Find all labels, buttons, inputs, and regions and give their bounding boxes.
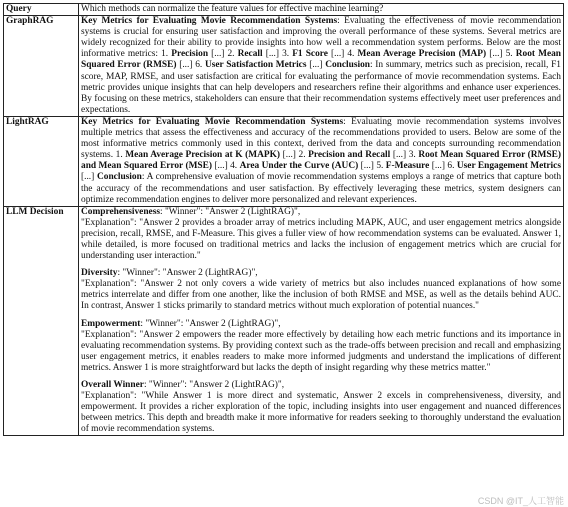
criterion-winner: : "Winner": "Answer 2 (LightRAG)",	[160, 206, 301, 217]
lightrag-metric-3: Root Mean Squared Error (RMSE) and Mean Squared Error (MSE)	[81, 150, 561, 172]
graphrag-metric-4: Mean Average Precision (MAP)	[357, 49, 487, 60]
lightrag-text-5: [...] 5.	[358, 161, 386, 172]
criterion-empowerment	[81, 319, 561, 374]
graphrag-conclusion: Conclusion	[325, 60, 370, 71]
graphrag-text-4: [...] 4.	[327, 49, 358, 60]
decision-row	[4, 206, 564, 436]
criterion-name: Comprehensiveness	[81, 206, 160, 217]
criterion-comprehensiveness	[81, 207, 561, 262]
lightrag-text-2: [...] 2.	[280, 150, 309, 161]
lightrag-metric-4: Area Under the Curve (AUC)	[239, 161, 359, 172]
graphrag-metric-2: Recall	[237, 49, 263, 60]
lightrag-text-3: [...] 3.	[390, 150, 419, 161]
criterion-name: Empowerment	[81, 318, 141, 329]
graphrag-text-1: : Evaluating the effectiveness of movie recommendation systems is crucial for ensuring user satisfaction and improving the overall performance of these systems. Several metrics are widely recognized for their ability to provide insights into how well a recommendation system performs. Below are the most informative metrics: 1.	[81, 16, 562, 60]
graphrag-title: Key Metrics for Evaluating Movie Recommendation Systems	[81, 16, 338, 27]
criterion-overall-winner	[81, 380, 561, 435]
watermark: CSDN @IT_人工智能	[477, 496, 564, 506]
graphrag-metric-5: Root Mean Squared Error (RMSE)	[81, 49, 562, 71]
criterion-winner: : "Winner": "Answer 2 (LightRAG)",	[143, 380, 285, 390]
lightrag-title: Key Metrics for Evaluating Movie Recommendation Systems	[81, 116, 344, 127]
lightrag-metric-5: F-Measure	[385, 161, 430, 172]
graphrag-metric-3: F1 Score	[292, 49, 328, 60]
criterion-explanation: "Explanation": "Answer 2 provides a broader array of metrics including MAPK, AUC, and user engagement metrics alongside precision, recall, RMSE, and F-Measure. This gives a fuller view of how recommendation systems can be evaluated. Answer 1, while detailed, is more focused on traditional metrics and lacks the inclusion of engagement metrics which are crucial for understanding user interaction."	[81, 217, 561, 262]
lightrag-label: LightRAG	[4, 116, 79, 206]
criterion-name: Overall Winner	[81, 380, 144, 390]
lightrag-text-7: [...]	[81, 172, 97, 183]
lightrag-text-4: [...] 4.	[212, 161, 240, 172]
comparison-table	[3, 3, 564, 436]
graphrag-text-8: : In summary, metrics such as precision, recall, F1 score, MAP, RMSE, and user satisfaction are critical for evaluating the performance of movie recommendation systems. Each metric provides unique insights that can help developers and researchers refine their algorithms and enhance user experiences. By focusing on these metrics, stakeholders can ensure that their recommendation systems effectively meet user preferences and expectations.	[81, 60, 561, 115]
query-text: Which methods can normalize the feature values for effective machine learning?	[79, 4, 564, 16]
criterion-explanation: "Explanation": "Answer 2 not only covers a wide variety of metrics but also includes nuanced explanations of how some metrics interrelate and differ from one another, like the inclusion of both RMSE and MSE, as well as the details behind AUC. In contrast, Answer 1 sticks primarily to standard metrics without much exploration of potential nuances."	[81, 279, 561, 312]
criterion-diversity	[81, 268, 561, 312]
lightrag-metric-1: Mean Average Precision at K (MAPK)	[125, 150, 281, 161]
lightrag-metric-2: Precision and Recall	[308, 150, 391, 161]
graphrag-text-2: [...] 2.	[208, 49, 238, 60]
query-row	[4, 4, 564, 16]
lightrag-answer	[79, 116, 564, 206]
query-label: Query	[4, 4, 79, 16]
criterion-name: Diversity	[81, 268, 118, 279]
graphrag-text-3: [...] 3.	[262, 49, 293, 60]
lightrag-metric-6: User Engagement Metrics	[456, 161, 561, 172]
graphrag-metric-6: User Satisfaction Metrics	[204, 60, 307, 71]
criterion-explanation: "Explanation": "Answer 2 empowers the reader more effectively by detailing how each metric functions and its importance in evaluating recommendation systems. By providing context such as the trade-offs between precision and recall and emphasizing user engagement metrics, it enables readers to make more informed judgments and understand the implications of different metrics. Answer 1 is more straightforward but lacks the depth of insight regarding why these metrics matter."	[81, 329, 561, 373]
lightrag-text-8: : A comprehensive evaluation of movie recommendation systems employs a range of metrics that capture both the accuracy of the recommendations and user satisfaction. By effectively leveraging these metrics, system designers can optimize recommendation engines to deliver more personalized and relevant experiences.	[81, 172, 562, 205]
lightrag-text-6: [...] 6.	[429, 161, 457, 172]
graphrag-answer	[79, 16, 564, 117]
decision-content	[79, 206, 564, 436]
graphrag-metric-1: Precision	[171, 49, 209, 60]
criterion-winner: : "Winner": "Answer 2 (LightRAG)",	[140, 318, 281, 329]
criterion-winner: : "Winner": "Answer 2 (LightRAG)",	[117, 268, 258, 279]
graphrag-label: GraphRAG	[4, 16, 79, 117]
graphrag-row	[4, 16, 564, 117]
graphrag-text-6: [...] 6.	[176, 60, 205, 71]
graphrag-text-5: [...] 5.	[486, 49, 516, 60]
lightrag-conclusion: Conclusion	[97, 172, 142, 183]
lightrag-text-1: : Evaluating movie recommendation systems involves multiple metrics that assess the effectiveness and accuracy of the recommendations provided to users. Below are some of the most informative metrics commonly used in this context, derived from the data and concepts surrounding recommendation systems. 1.	[81, 116, 562, 161]
graphrag-text-7: [...]	[306, 60, 326, 71]
decision-label: LLM Decision	[4, 206, 79, 436]
criterion-explanation: "Explanation": "While Answer 1 is more direct and systematic, Answer 2 excels in comprehensiveness, diversity, and empowerment. It provides a richer exploration of the topic, including insights into user engagement and nuanced differences between metrics. This depth and breadth make it more informative for readers seeking to thoroughly understand the evaluation of movie recommendation systems.	[81, 391, 561, 435]
lightrag-row	[4, 116, 564, 206]
